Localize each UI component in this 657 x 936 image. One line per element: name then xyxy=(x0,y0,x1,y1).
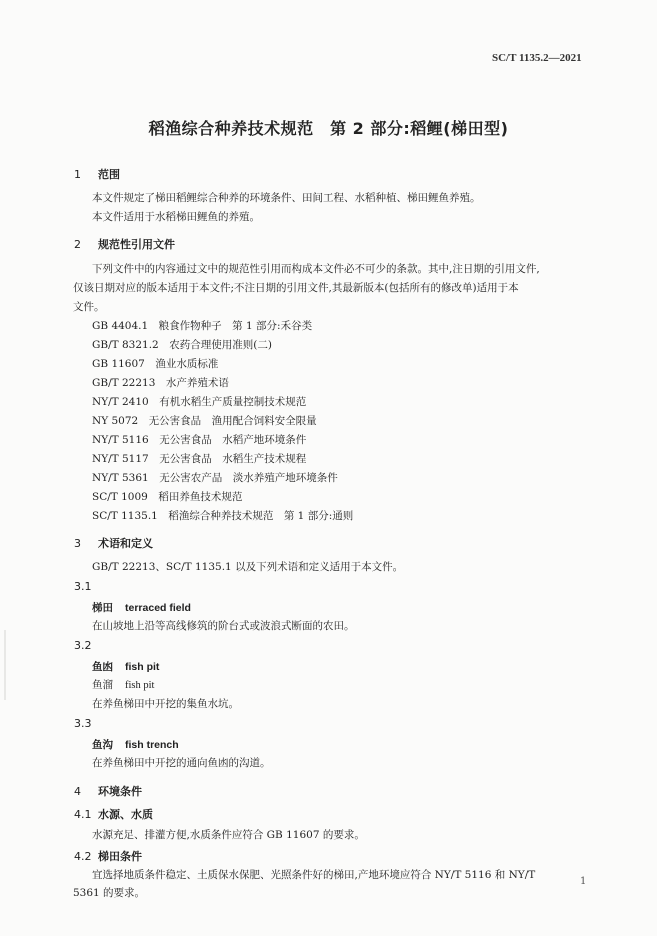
paragraph: 本文件规定了梯田稻鲤综合种养的环境条件、田间工程、水稻种植、梯田鲤鱼养殖。 xyxy=(92,192,481,204)
paragraph-line: 文件。 xyxy=(73,301,105,313)
section-number: 3 xyxy=(74,537,81,550)
paragraph-line: 5361 的要求。 xyxy=(73,887,146,899)
reference-item: GB/T 8321.2 农药合理使用准则(二) xyxy=(92,339,272,351)
section-title: 规范性引用文件 xyxy=(98,238,175,251)
reference-item: NY/T 2410 有机水稻生产质量控制技术规范 xyxy=(92,396,307,408)
term-definition: 在养鱼梯田中开挖的集鱼水坑。 xyxy=(92,698,239,710)
section-4-heading xyxy=(74,783,142,799)
reference-item: NY 5072 无公害食品 渔用配合饲料安全限量 xyxy=(92,415,317,427)
section-title: 环境条件 xyxy=(98,785,142,798)
subsection-number: 4.2 xyxy=(74,850,92,863)
reference-item: GB/T 22213 水产养殖术语 xyxy=(92,377,229,389)
reference-item: GB 4404.1 粮食作物种子 第 1 部分:禾谷类 xyxy=(92,320,313,332)
term-number: 3.2 xyxy=(74,639,92,652)
section-title: 术语和定义 xyxy=(98,537,153,550)
reference-item: NY/T 5361 无公害农产品 淡水养殖产地环境条件 xyxy=(92,472,338,484)
standard-code: SC/T 1135.2—2021 xyxy=(492,52,582,64)
section-3-heading xyxy=(74,535,153,551)
term-heading xyxy=(92,737,179,752)
reference-item: SC/T 1135.1 稻渔综合种养技术规范 第 1 部分:通则 xyxy=(92,510,354,522)
subsection-title: 水源、水质 xyxy=(98,808,153,821)
term-en: terraced field xyxy=(125,602,191,614)
synonym-zh: 鱼溜 xyxy=(92,679,113,691)
reference-item: GB 11607 渔业水质标准 xyxy=(92,358,219,370)
term-heading xyxy=(92,659,159,674)
section-number: 4 xyxy=(74,785,81,798)
paragraph-line: 宜选择地质条件稳定、土质保水保肥、光照条件好的梯田,产地环境应符合 NY/T 5116 和 NY/T xyxy=(92,869,536,881)
term-number: 3.3 xyxy=(74,717,92,730)
section-number: 2 xyxy=(74,238,81,251)
term-definition: 在山坡地上沿等高线修筑的阶台式或波浪式断面的农田。 xyxy=(92,620,355,632)
term-heading xyxy=(92,600,191,615)
term-en: fish pit xyxy=(125,661,160,673)
term-en: fish trench xyxy=(125,739,179,751)
page-number: 1 xyxy=(580,876,587,887)
section-1-heading xyxy=(74,166,120,182)
subsection-4-2-heading xyxy=(74,848,142,864)
term-zh: 鱼沟 xyxy=(92,739,113,751)
term-number: 3.1 xyxy=(74,580,92,593)
subsection-4-1-heading xyxy=(74,806,153,822)
paragraph: GB/T 22213、SC/T 1135.1 以及下列术语和定义适用于本文件。 xyxy=(92,561,404,573)
paragraph: 水源充足、排灌方便,水质条件应符合 GB 11607 的要求。 xyxy=(92,829,365,841)
section-number: 1 xyxy=(74,168,81,181)
synonym-en: fish pit xyxy=(125,680,155,691)
term-synonym xyxy=(92,676,154,695)
term-definition: 在养鱼梯田中开挖的通向鱼凼的沟道。 xyxy=(92,757,271,769)
document-title: 稻渔综合种养技术规范 第 2 部分:稻鲤(梯田型) xyxy=(148,119,509,138)
scan-margin-mark xyxy=(4,630,6,700)
reference-item: SC/T 1009 稻田养鱼技术规范 xyxy=(92,491,243,503)
subsection-title: 梯田条件 xyxy=(98,850,142,863)
term-zh: 鱼凼 xyxy=(92,661,113,673)
reference-item: NY/T 5117 无公害食品 水稻生产技术规程 xyxy=(92,453,307,465)
reference-item: NY/T 5116 无公害食品 水稻产地环境条件 xyxy=(92,434,307,446)
term-zh: 梯田 xyxy=(92,602,113,614)
subsection-number: 4.1 xyxy=(74,808,92,821)
paragraph-line: 下列文件中的内容通过文中的规范性引用而构成本文件必不可少的条款。其中,注日期的引用文件, xyxy=(92,263,540,275)
section-2-heading xyxy=(74,236,175,252)
section-title: 范围 xyxy=(98,168,120,181)
paragraph: 本文件适用于水稻梯田鲤鱼的养殖。 xyxy=(92,211,260,223)
paragraph-line: 仅该日期对应的版本适用于本文件;不注日期的引用文件,其最新版本(包括所有的修改单)适用于本 xyxy=(73,282,519,294)
